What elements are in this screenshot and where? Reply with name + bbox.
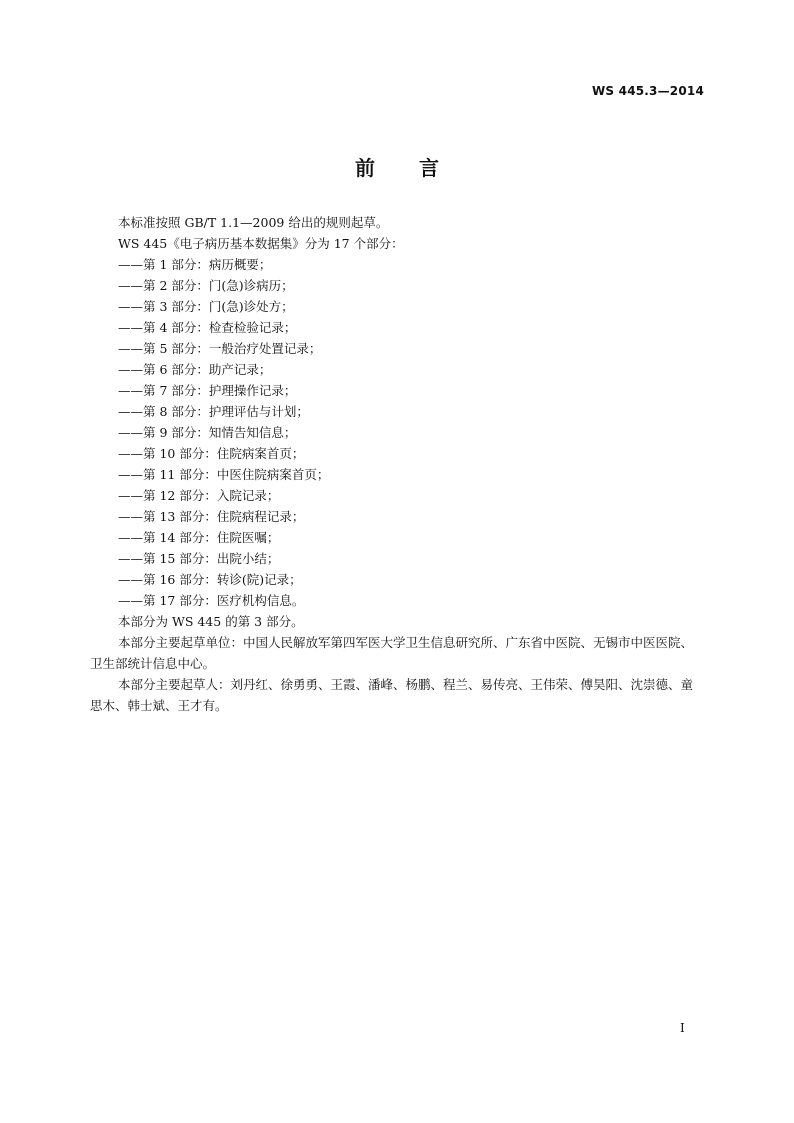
list-item: ——第 16 部分：转诊(院)记录； bbox=[118, 572, 302, 587]
list-item: ——第 5 部分：一般治疗处置记录； bbox=[118, 341, 322, 356]
parts-intro-paragraph: WS 445《电子病历基本数据集》分为 17 个部分： bbox=[118, 236, 404, 251]
list-item: ——第 15 部分：出院小结； bbox=[118, 551, 280, 566]
drafters-paragraph: 本部分主要起草人：刘丹红、徐勇勇、王霞、潘峰、杨鹏、程兰、易传亮、王伟荣、傅昊阳、沈崇德、童思木、韩士斌、王才有。 bbox=[90, 677, 694, 713]
list-item: ——第 9 部分：知情告知信息； bbox=[118, 425, 297, 440]
list-item: ——第 14 部分：住院医嘱； bbox=[118, 530, 280, 545]
list-item: ——第 7 部分：护理操作记录； bbox=[118, 383, 297, 398]
list-item: ——第 3 部分：门(急)诊处方； bbox=[118, 299, 294, 314]
list-item: ——第 13 部分：住院病程记录； bbox=[118, 509, 305, 524]
list-item: ——第 12 部分：入院记录； bbox=[118, 488, 280, 503]
page-number: I bbox=[680, 1021, 685, 1035]
drafting-units-paragraph: 本部分主要起草单位：中国人民解放军第四军医大学卫生信息研究所、广东省中医院、无锡市中医医院、卫生部统计信息中心。 bbox=[90, 635, 694, 671]
standard-number: WS 445.3—2014 bbox=[591, 84, 704, 98]
list-item: ——第 4 部分：检查检验记录； bbox=[118, 320, 297, 335]
foreword-body bbox=[90, 212, 704, 716]
list-item: ——第 17 部分：医疗机构信息。 bbox=[118, 593, 305, 608]
list-item: ——第 2 部分：门(急)诊病历； bbox=[118, 278, 294, 293]
page-title: 前言 bbox=[355, 156, 483, 180]
list-item: ——第 8 部分：护理评估与计划； bbox=[118, 404, 309, 419]
list-item: ——第 11 部分：中医住院病案首页； bbox=[118, 467, 330, 482]
this-part-paragraph: 本部分为 WS 445 的第 3 部分。 bbox=[118, 614, 304, 629]
parts-list bbox=[90, 254, 704, 611]
list-item: ——第 10 部分：住院病案首页； bbox=[118, 446, 305, 461]
intro-paragraph: 本标准按照 GB/T 1.1—2009 给出的规则起草。 bbox=[118, 215, 389, 230]
list-item: ——第 6 部分：助产记录； bbox=[118, 362, 272, 377]
list-item: ——第 1 部分：病历概要； bbox=[118, 257, 272, 272]
